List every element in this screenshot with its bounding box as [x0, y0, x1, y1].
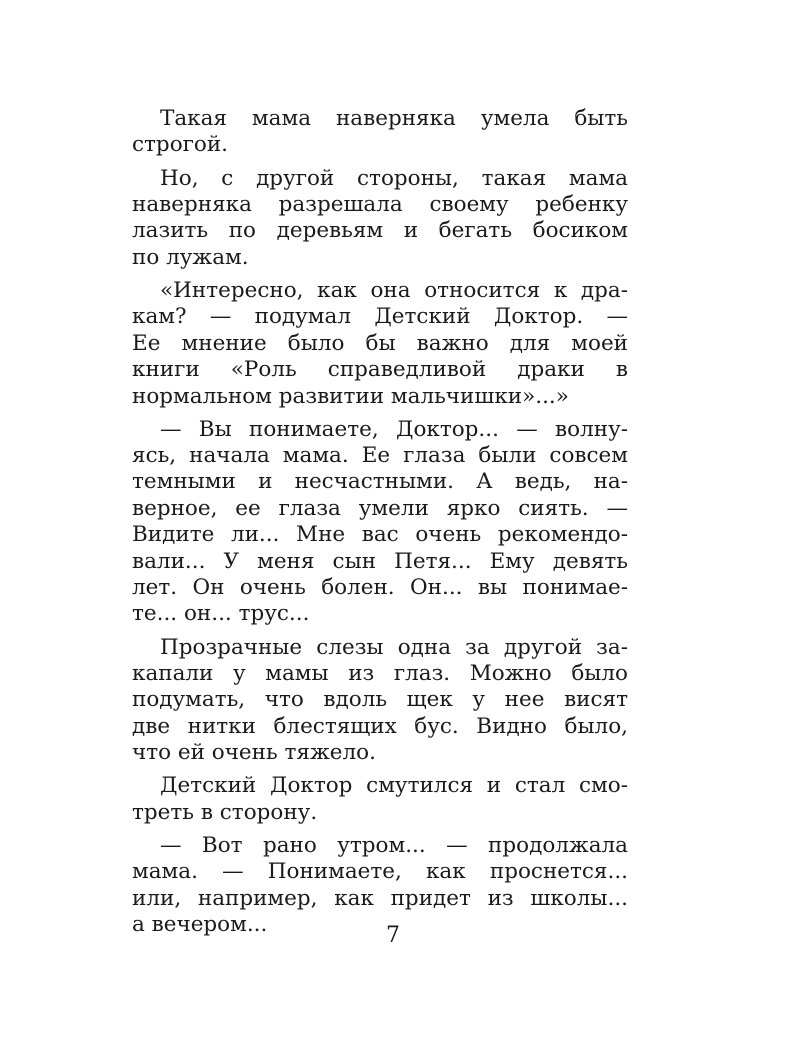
text-line: Такая мама наверняка умела быть [160, 106, 628, 131]
text-line: Прозрачные слезы одна за другой за- [160, 634, 628, 660]
text-line: две нитки блестящих бус. Видно было, [132, 713, 628, 739]
text-line: а вечером... [132, 912, 268, 938]
text-line: ясь, начала мама. Ее глаза были совсем [132, 443, 628, 469]
text-line: Ее мнение было бы важно для моей [132, 330, 628, 356]
text-line: верное, ее глаза умели ярко сиять. — [132, 495, 628, 521]
paragraph [132, 773, 628, 826]
text-line: наверняка разрешала своему ребенку [132, 191, 628, 217]
text-line: строгой. [132, 132, 229, 158]
page-number: 7 [386, 923, 400, 948]
text-line: подумать, что вдоль щек у нее висят [132, 687, 628, 713]
text-line: Но, с другой стороны, такая мама [160, 165, 628, 191]
paragraph [132, 278, 628, 410]
text-line: — Вы понимаете, Доктор... — волну- [160, 416, 628, 442]
text-line: вали... У меня сын Петя... Ему девять [132, 548, 628, 574]
text-line: лет. Он очень болен. Он... вы понимае- [132, 575, 628, 601]
text-line: Детский Доктор смутился и стал смо- [160, 773, 628, 799]
paragraph [132, 106, 628, 159]
text-line: капали у мамы из глаз. Можно было [132, 661, 628, 686]
text-line: Видите ли... Мне вас очень рекомендо- [132, 522, 628, 548]
paragraph [132, 417, 628, 628]
text-line: нормальном развитии мальчишки»...» [132, 383, 569, 409]
text-line: мама. — Понимаете, как проснется... [132, 859, 628, 885]
body-text [132, 106, 628, 945]
text-line: по лужам. [132, 244, 249, 270]
text-line: те... он... трус... [132, 601, 310, 627]
text-line: «Интересно, как она относится к дра- [160, 277, 628, 303]
text-line: темными и несчастными. А ведь, на- [132, 469, 628, 495]
text-line: что ей очень тяжело. [132, 740, 376, 766]
text-line: — Вот рано утром... — продолжала [160, 832, 628, 858]
text-line: лазить по деревьям и бегать босиком [132, 218, 628, 244]
paragraph [132, 635, 628, 767]
text-line: кам? — подумал Детский Доктор. — [132, 304, 628, 330]
paragraph [132, 166, 628, 272]
text-line: книги «Роль справедливой драки в [132, 357, 628, 383]
text-line: или, например, как придет из школы... [132, 885, 628, 911]
text-line: треть в сторону. [132, 799, 318, 825]
